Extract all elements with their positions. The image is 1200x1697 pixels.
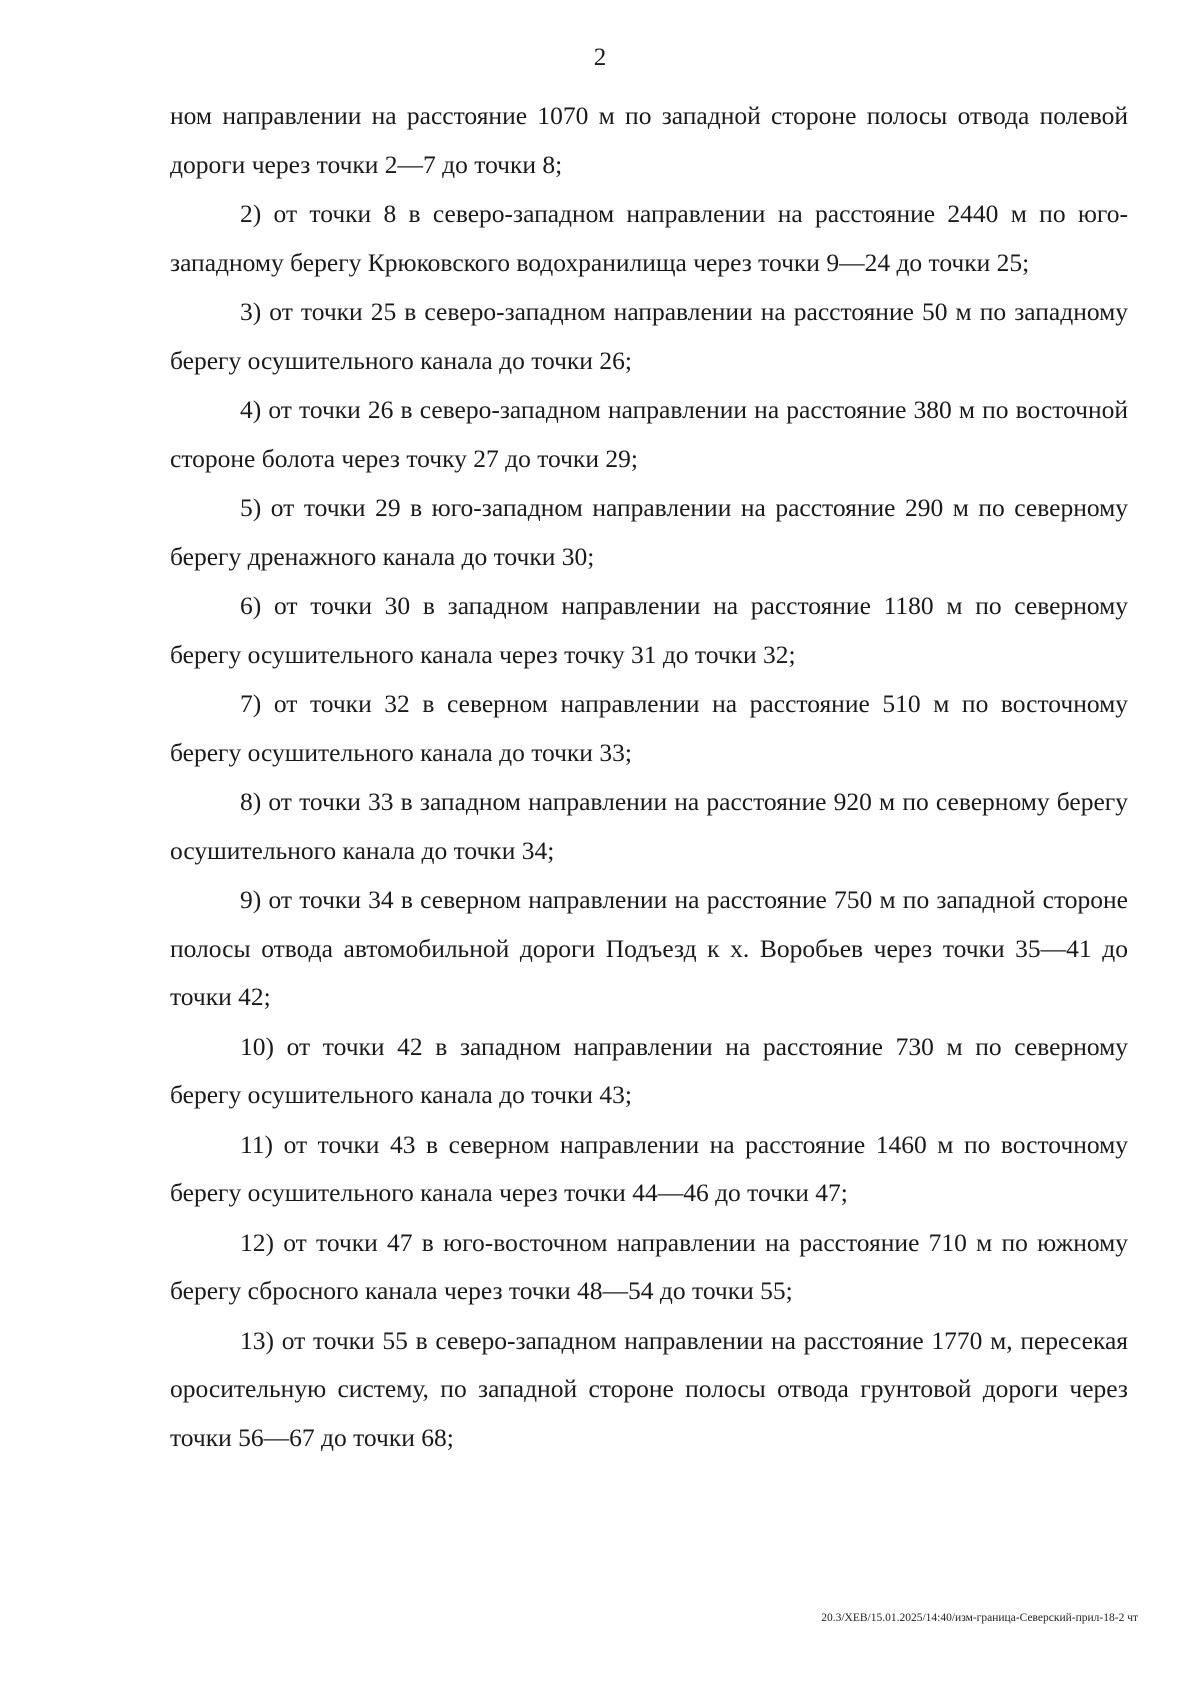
document-footer: 20.3/ХЕВ/15.01.2025/14:40/изм-граница-Северский-прил-18-2 чт: [821, 1612, 1138, 1624]
document-body: [170, 92, 1128, 1463]
paragraph: 10) от точки 42 в западном направлении на расстояние 730 м по северному берегу осушительного канала до точки 43;: [170, 1031, 1128, 1109]
paragraph: 3) от точки 25 в северо-западном направлении на расстояние 50 м по западному берегу осушительного канала до точки 26;: [170, 297, 1128, 375]
paragraph: 5) от точки 29 в юго-западном направлении на расстояние 290 м по северному берегу дренажного канала до точки 30;: [170, 493, 1128, 571]
paragraph: 11) от точки 43 в северном направлении на расстояние 1460 м по восточному берегу осушительного канала через точки 44—46 до точки 47;: [170, 1129, 1128, 1207]
paragraph: 6) от точки 30 в западном направлении на расстояние 1180 м по северному берегу осушительного канала через точку 31 до точки 32;: [170, 591, 1128, 669]
paragraph: 4) от точки 26 в северо-западном направлении на расстояние 380 м по восточной стороне болота через точку 27 до точки 29;: [170, 395, 1128, 473]
paragraph: 7) от точки 32 в северном направлении на расстояние 510 м по восточному берегу осушительного канала до точки 33;: [170, 689, 1128, 767]
paragraph: 2) от точки 8 в северо-западном направлении на расстояние 2440 м по юго-западному берегу Крюковского водохранилища через точки 9—24 до точки 25;: [170, 199, 1128, 277]
page-number: 2: [593, 44, 607, 71]
paragraph: 8) от точки 33 в западном направлении на расстояние 920 м по северному берегу осушительного канала до точки 34;: [170, 787, 1128, 865]
paragraph: 9) от точки 34 в северном направлении на расстояние 750 м по западной стороне полосы отвода автомобильной дороги Подъезд к х. Воробьев через точки 35—41 до точки 42;: [170, 885, 1128, 1011]
paragraph: 13) от точки 55 в северо-западном направлении на расстояние 1770 м, пересекая оросительную систему, по западной стороне полосы отвода грунтовой дороги через точки 56—67 до точки 68;: [170, 1325, 1128, 1452]
paragraph: ном направлении на расстояние 1070 м по западной стороне полосы отвода полевой дороги через точки 2—7 до точки 8;: [170, 101, 1128, 179]
paragraph: 12) от точки 47 в юго-восточном направлении на расстояние 710 м по южному берегу сбросного канала через точки 48—54 до точки 55;: [170, 1227, 1128, 1305]
